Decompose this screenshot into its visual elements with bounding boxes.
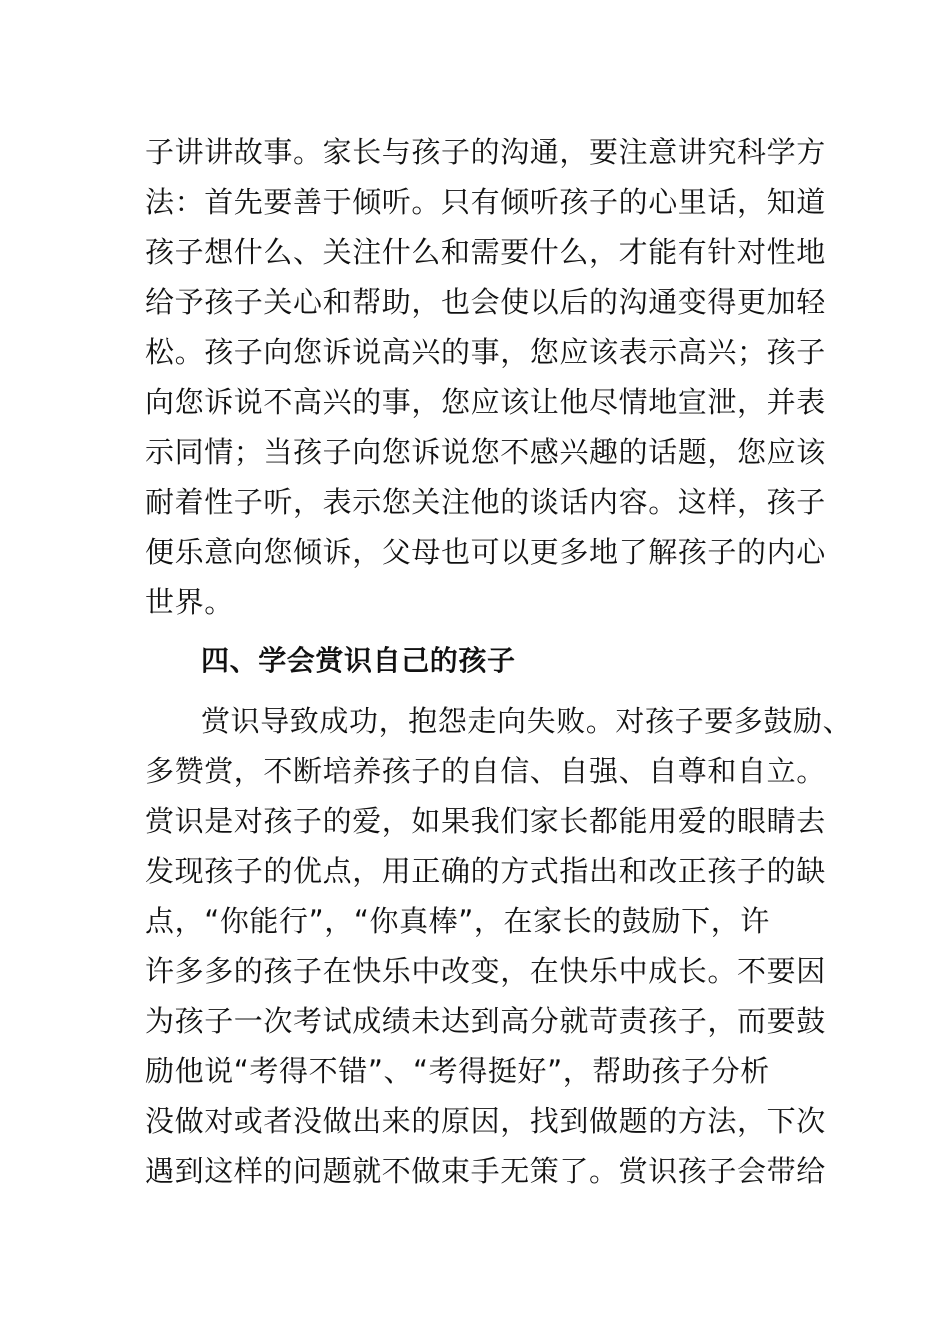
paragraph-line: 孩子想什么、关注什么和需要什么，才能有针对性地 <box>145 235 826 269</box>
paragraph-line: 耐着性子听，表示您关注他的谈话内容。这样，孩子 <box>145 485 826 519</box>
paragraph-line: 赏识导致成功，抱怨走向失败。对孩子要多鼓励、 <box>201 704 853 738</box>
paragraph-line: 许多多的孩子在快乐中改变，在快乐中成长。不要因 <box>145 954 826 988</box>
section-heading: 四、学会赏识自己的孩子 <box>201 644 516 677</box>
paragraph-line: 多赞赏，不断培养孩子的自信、自强、自尊和自立。 <box>145 754 826 788</box>
paragraph-line: 世界。 <box>145 585 234 619</box>
paragraph-line: 给予孩子关心和帮助，也会使以后的沟通变得更加轻 <box>145 285 826 319</box>
paragraph-line: 子讲讲故事。家长与孩子的沟通，要注意讲究科学方 <box>145 135 826 169</box>
paragraph-line: 遇到这样的问题就不做束手无策了。赏识孩子会带给 <box>145 1154 826 1188</box>
paragraph-line: 示同情；当孩子向您诉说您不感兴趣的话题，您应该 <box>145 435 826 469</box>
paragraph-line: 松。孩子向您诉说高兴的事，您应该表示高兴；孩子 <box>145 335 826 369</box>
paragraph-line: 励他说“考得不错”、“考得挺好”，帮助孩子分析 <box>145 1054 770 1088</box>
paragraph-line: 发现孩子的优点，用正确的方式指出和改正孩子的缺 <box>145 854 826 888</box>
paragraph-line: 点，“你能行”，“你真棒”，在家长的鼓励下，许 <box>145 904 770 938</box>
paragraph-line: 向您诉说不高兴的事，您应该让他尽情地宣泄，并表 <box>145 385 826 419</box>
paragraph-line: 便乐意向您倾诉，父母也可以更多地了解孩子的内心 <box>145 535 826 569</box>
paragraph-line: 赏识是对孩子的爱，如果我们家长都能用爱的眼睛去 <box>145 804 826 838</box>
paragraph-line: 法：首先要善于倾听。只有倾听孩子的心里话，知道 <box>145 185 826 219</box>
paragraph-line: 为孩子一次考试成绩未达到高分就苛责孩子，而要鼓 <box>145 1004 826 1038</box>
paragraph-line: 没做对或者没做出来的原因，找到做题的方法，下次 <box>145 1104 826 1138</box>
